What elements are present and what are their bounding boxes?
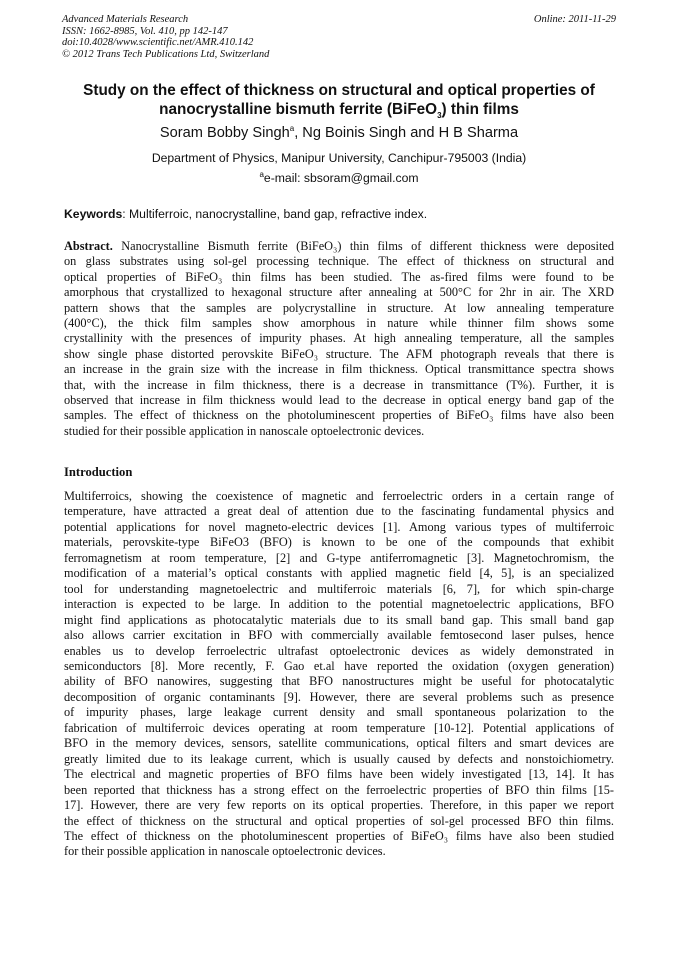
email-text: e-mail: sbsoram@gmail.com xyxy=(263,171,419,185)
online-date: Online: 2011-11-29 xyxy=(533,14,616,25)
intro-line: also allows carrier excitation in BFO with commercially available femtosecond laser pulses, hence xyxy=(64,628,614,643)
abstract-line: amorphous that crystallized to hexagonal structure after annealing at 500°C for 2hr in air. The XRD xyxy=(64,285,614,300)
intro-line: the effect of thickness on the structural and optical properties of sol-gel processed BFO thin films. xyxy=(64,813,614,828)
section-heading-introduction: Introduction xyxy=(64,465,133,479)
intro-line: enables us to develop ferroelectric ultrafast optoelectronic devices as widely demonstrated in xyxy=(64,643,614,658)
intro-line: been reported that thickness has a strong effect on the ferroelectric properties of BFO thin films [15- xyxy=(64,782,614,797)
other-authors: , Ng Boinis Singh and H B Sharma xyxy=(294,125,519,141)
abstract-line: crystallinity with the presences of impurity phases. At high annealing temperature, all the samples xyxy=(64,331,614,346)
abstract-line: on glass substrates using sol-gel processing technique. The effect of thickness on structural and xyxy=(64,254,614,269)
abstract-line: (400°C), the thick film samples show amorphous in nature while thinner film shows some xyxy=(64,316,614,331)
intro-line: potential applications for novel magneto-electric devices [1]. Among various types of multiferroic xyxy=(64,519,614,534)
issn-line: ISSN: 1662-8985, Vol. 410, pp 142-147 xyxy=(62,25,228,37)
abstract-line: show single phase distorted perovskite BiFeO₃ structure. The AFM photograph reveals that there is xyxy=(64,346,614,361)
intro-line: Multiferroics, showing the coexistence of magnetic and ferroelectric orders in a certain range of xyxy=(64,489,614,503)
affiliation: Department of Physics, Manipur University, Canchipur-795003 (India) xyxy=(151,151,527,165)
intro-line: The electrical and magnetic properties of BFO films have been widely investigated [13, 14]. It has xyxy=(64,767,614,782)
intro-line: semiconductors [8]. More recently, F. Gao et.al have reported the oxidation (oxygen generation) xyxy=(64,658,614,673)
doi-line: doi:10.4028/www.scientific.net/AMR.410.142 xyxy=(62,37,254,49)
title-line-2-a: nanocrystalline bismuth ferrite (BiFeO xyxy=(159,100,438,118)
abstract-label: Abstract. xyxy=(64,239,113,253)
intro-line: greatly limited due to its leakage current, which is usually caused by defects and nonstoichiometry. xyxy=(64,751,614,766)
paper-title xyxy=(40,82,638,119)
intro-line: materials, perovskite-type BiFeO3 (BFO) is known to be one of the compounds that exhibit xyxy=(64,535,614,550)
title-subscript: 3 xyxy=(437,110,442,120)
intro-line: for their possible application in nanoscale optoelectronic devices. xyxy=(64,844,386,859)
intro-line: of impurity phases, large leakage current density and small spontaneous polarization to the xyxy=(64,705,614,720)
intro-line: decomposition of organic contaminants [9]. However, there are several problems such as presence xyxy=(64,689,614,704)
intro-line: BFO in the memory devices, sensors, satellite communications, optical filters and smart devices are xyxy=(64,736,614,751)
abstract-line-text: Nanocrystalline Bismuth ferrite (BiFeO₃) thin films of different thickness were deposited xyxy=(112,239,614,253)
keywords-text: : Multiferroic, nanocrystalline, band gap, refractive index. xyxy=(122,207,428,221)
title-line-2-b: ) thin films xyxy=(441,100,519,118)
title-line-1: Study on the effect of thickness on structural and optical properties of xyxy=(83,82,595,99)
author-affil-mark: a xyxy=(289,124,295,134)
intro-line: ability of BFO nanowires, suggesting that BFO nanostructures might be useful for photocatalytic xyxy=(64,674,614,689)
abstract-line: observed that increase in film thickness would lead to the decrease in optical energy band gap of the xyxy=(64,393,614,408)
title-line-2 xyxy=(40,101,638,120)
intro-line: interaction is expected to be large. In addition to the potential magnetoelectric applications, BFO xyxy=(64,597,614,612)
abstract-line xyxy=(64,239,614,254)
abstract-line: that, with the increase in film thickness, there is a decrease in transmittance (T%). Further, it is xyxy=(64,377,614,392)
intro-line: temperature, have attracted a great deal of attention due to the fascinating fundamental physics and xyxy=(64,504,614,519)
abstract-line: studied for their possible application in nanoscale optoelectronic devices. xyxy=(64,423,425,438)
intro-line: modification of a material’s optical constants with applied magnetic field [4, 5], is an specialized xyxy=(64,566,614,581)
email-line xyxy=(40,171,638,185)
abstract-line: pattern shows that the samples are polycrystalline in structure. At low annealing temperature xyxy=(64,300,614,315)
intro-line: might find applications as photocatalytic materials due to its small band gap. This small band gap xyxy=(64,612,614,627)
intro-line: tool for understanding magnetoelectric and multiferroic materials [6, 7], for which spin-charge xyxy=(64,581,614,596)
abstract-line: samples. The effect of thickness on the photoluminescent properties of BiFeO₃ films have also been xyxy=(64,408,614,423)
intro-line: The effect of thickness on the photoluminescent properties of BiFeO₃ films have also been studied xyxy=(64,828,614,843)
intro-line: fabrication of multiferroic devices operating at room temperature [10-12]. Potential applications of xyxy=(64,720,614,735)
first-author: Soram Bobby Singh xyxy=(159,125,290,141)
copyright-line: © 2012 Trans Tech Publications Ltd, Switzerland xyxy=(62,48,270,60)
keywords-label: Keywords xyxy=(64,207,123,221)
abstract-line: optical properties of BiFeO₃ thin films has been studied. The as-fired films were found to be xyxy=(64,269,614,284)
journal-name: Advanced Materials Research xyxy=(62,14,189,25)
abstract-line: an increase in the grain size with the increase in film thickness. Optical transmittance spectra shows xyxy=(64,362,614,377)
introduction-body xyxy=(64,489,614,860)
email-affil-mark: a xyxy=(259,169,264,179)
journal-header xyxy=(62,14,269,60)
intro-line: ferromagnetism at room temperature, [2] and G-type antiferromagnetic [3]. Magnetochromism, the xyxy=(64,550,614,565)
keywords xyxy=(64,207,624,221)
abstract xyxy=(64,239,614,439)
intro-line: 17]. However, there are very few reports on its optical properties. Therefore, in this paper we report xyxy=(64,798,614,813)
author-list xyxy=(40,125,638,142)
